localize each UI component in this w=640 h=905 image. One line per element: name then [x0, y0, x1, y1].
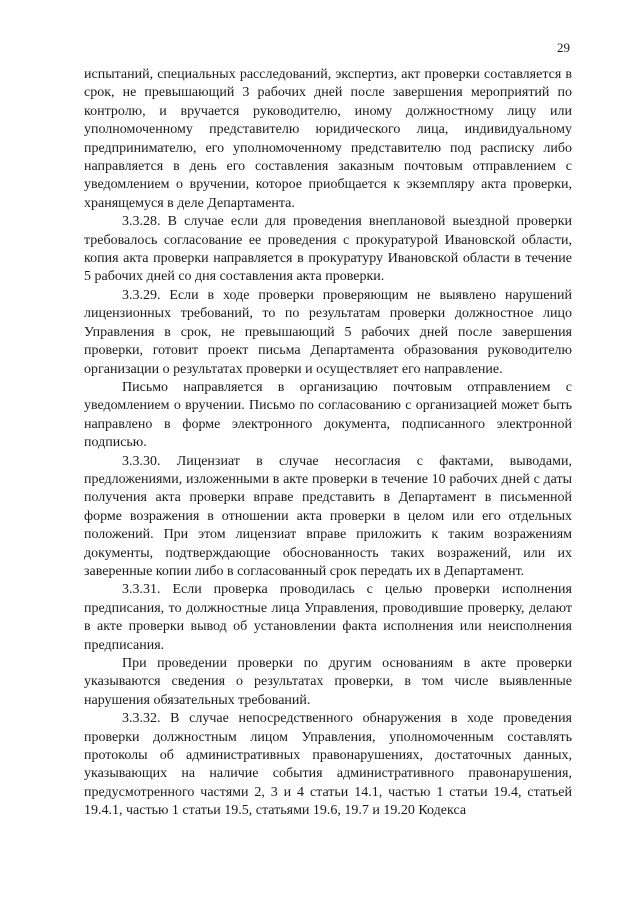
paragraph-3-3-30: 3.3.30. Лицензиат в случае несогласия с фактами, выводами, предложениями, изложенными в акте проверки в течение 10 рабочих дней с даты получения акта проверки вправе представить в Департамент в письменной форме возражения в отношении акта проверки в целом или его отдельных положений. При этом лицензиат вправе приложить к таким возражениям документы, подтверждающие обоснованность таких возражений, или их заверенные копии либо в согласованный срок передать их в Департамент. [84, 453, 572, 579]
document-body [84, 66, 572, 821]
paragraph-letter: Письмо направляется в организацию почтовым отправлением с уведомлением о вручении. Письмо по согласованию с организацией может быть направлено в форме электронного документа, подписанного электронной подписью. [84, 379, 572, 451]
paragraph-other-grounds: При проведении проверки по другим основаниям в акте проверки указываются сведения о результатах проверки, в том числе выявленные нарушения обязательных требований. [84, 656, 572, 708]
paragraph-continuation: испытаний, специальных расследований, экспертиз, акт проверки составляется в срок, не превышающий 3 рабочих дней после завершения мероприятий по контролю, и вручается руководителю, иному должностному лицу или уполномоченному представителю юридического лица, индивидуальному предпринимателю, его уполномоченному представителю под расписку либо направляется в день его составления заказным почтовым отправлением с уведомлением о вручении, которое приобщается к экземпляру акта проверки, хранящемуся в деле Департамента. [84, 67, 572, 211]
paragraph-3-3-32: 3.3.32. В случае непосредственного обнаружения в ходе проведения проверки должностным лицом Управления, уполномоченным составлять протоколы об административных правонарушениях, достаточных данных, указывающих на наличие события административного правонарушения, предусмотренного частями 2, 3 и 4 статьи 14.1, частью 1 статьи 19.4, статьей 19.4.1, частью 1 статьи 19.5, статьями 19.6, 19.7 и 19.20 Кодекса [84, 711, 572, 819]
paragraph-3-3-29: 3.3.29. Если в ходе проверки проверяющим не выявлено нарушений лицензионных требований, то по результатам проверки должностное лицо Управления в срок, не превышающий 5 рабочих дней после завершения проверки, готовит проект письма Департамента образования руководителю организации о результатах проверки и осуществляет его направление. [84, 287, 572, 377]
page-number: 29 [557, 40, 570, 55]
paragraph-3-3-28: 3.3.28. В случае если для проведения внеплановой выездной проверки требовалось согласование ее проведения с прокуратурой Ивановской области, копия акта проверки направляется в прокуратуру Ивановской области в течение 5 рабочих дней со дня составления акта проверки. [84, 214, 572, 285]
paragraph-3-3-31: 3.3.31. Если проверка проводилась с целью проверки исполнения предписания, то должностные лица Управления, проводившие проверку, делают в акте проверки вывод об установлении факта исполнения или неисполнения предписания. [84, 582, 572, 653]
